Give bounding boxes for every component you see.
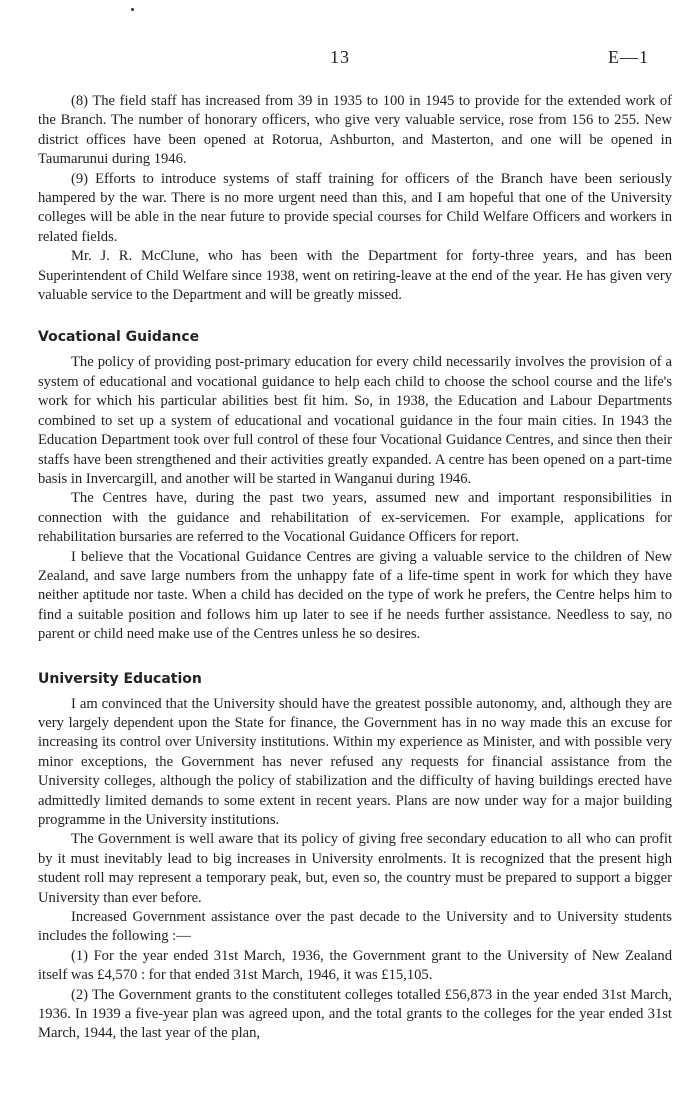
section-heading-university-education: University Education xyxy=(38,670,202,687)
paragraph: (8) The field staff has increased from 39 in 1935 to 100 in 1945 to provide for the extended work of the Branch. The number of honorary officers, who give very valuable service, rose from 156 to 255. New district offices have been opened at Rotorua, Ashburton, and Masterton, and one will be opened in Taumarunui during 1946. xyxy=(38,93,672,168)
paragraph: Increased Government assistance over the past decade to the University and to University students includes the following :— xyxy=(38,909,672,945)
section-heading-vocational-guidance: Vocational Guidance xyxy=(38,329,200,346)
paragraph: (1) For the year ended 31st March, 1936, the Government grant to the University of New Zealand itself was £4,570 : for that ended 31st March, 1946, it was £15,105. xyxy=(38,947,672,984)
paragraph: I am convinced that the University should have the greatest possible autonomy, and, although they are very largely dependent upon the State for finance, the Government has in no way made this an excuse for increasing its control over University institutions. Within my experience as Minister, and with possible very minor exceptions, the Government has never refused any requests for financial assistance from the University colleges, although the policy of stabilization and the difficulty of having buildings erected have admittedly limited demands to some extent in recent years. Plans are now under way for a major building programme in the University institutions. xyxy=(38,695,672,828)
paragraph: The Government is well aware that its policy of giving free secondary education to all who can profit by it must inevitably lead to big increases in University enrolments. It is recognized that the present high student roll may represent a temporary peak, but, even so, the country must be prepared to support a bigger University than ever before. xyxy=(38,831,672,906)
paragraph: The Centres have, during the past two years, assumed new and important responsibilities in connection with the guidance and rehabilitation of ex-servicemen. For example, applications for rehabilitation bursaries are referred to the Vocational Guidance Officers for report. xyxy=(38,490,672,546)
paragraph: The policy of providing post-primary education for every child necessarily involves the provision of a system of educational and vocational guidance to help each child to choose the school course and the life's work for which his particular abilities best fit him. So, in 1938, the Education and Labour Departments combined to set up a system of educational and vocational guidance in the four main cities. In 1943 the Education Department took over full control of these four Vocational Guidance Centres, and since then their staffs have been strengthened and their activities greatly expanded. A centre has been opened on a part-time basis in Invercargill, and another will be started in Wanganui during 1946. xyxy=(38,354,672,487)
stray-dot-mark xyxy=(131,8,134,11)
paragraph: Mr. J. R. McClune, who has been with the Department for forty-three years, and has been Superintendent of Child Welfare since 1938, went on retiring-leave at the end of the year. He has given very valuable service to the Department and will be greatly missed. xyxy=(38,248,672,304)
page-code: E—1 xyxy=(608,47,649,67)
paragraph: (9) Efforts to introduce systems of staff training for officers of the Branch have been seriously hampered by the war. There is no more urgent need than this, and I am hopeful that one of the University colleges will be able in the near future to provide special courses for Child Welfare Officers and workers in related fields. xyxy=(38,170,672,245)
page-body xyxy=(38,92,672,1044)
paragraph: (2) The Government grants to the constitutent colleges totalled £56,873 in the year ended 31st March, 1936. In 1939 a five-year plan was agreed upon, and the total grants to the colleges for the year ended 31st March, 1944, the last year of the plan, xyxy=(38,986,672,1042)
paragraph: I believe that the Vocational Guidance Centres are giving a valuable service to the children of New Zealand, and save large numbers from the unhappy fate of a life-time spent in work for which they have neither aptitude nor taste. When a child has decided on the type of work he prefers, the Centre helps him to find a suitable position and follows him up later to see if he needs further assistance. Needless to say, no parent or child need make use of the Centres unless he so desires. xyxy=(38,548,672,643)
page-number: 13 xyxy=(330,47,350,67)
